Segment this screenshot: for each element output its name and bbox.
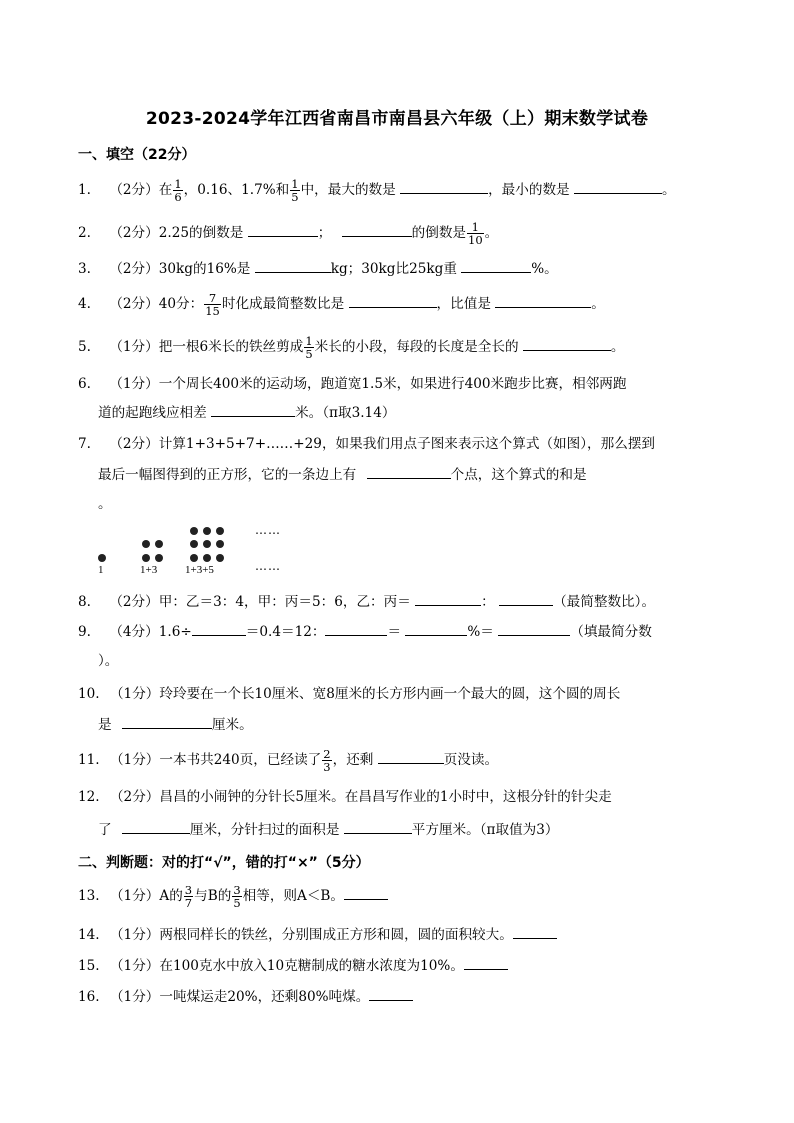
answer-blank[interactable] [342, 222, 412, 237]
answer-blank[interactable] [344, 885, 388, 900]
dot [203, 527, 211, 535]
ellipsis-bottom: …… [255, 559, 281, 573]
question-6: 6. （1分）一个周长400米的运动场，跑道宽1.5米，如果进行400米跑步比赛，相邻两跑 [78, 376, 627, 392]
caption-2: 1+3 [140, 564, 158, 576]
question-10-line-2: 是 厘米。 [98, 714, 253, 735]
question-5: 5. （1分）把一根6米长的铁丝剪成 $\frac{1}{5}$ 米长的小段，每段的长度是全长的 。 [78, 334, 625, 361]
dot [190, 527, 198, 535]
answer-blank[interactable] [378, 749, 444, 764]
answer-blank[interactable] [499, 591, 553, 606]
section-heading-fill-blank: 一、填空（22分） [78, 147, 196, 163]
answer-blank[interactable] [461, 258, 531, 273]
fraction: $\frac{3}{5}$ [233, 883, 241, 910]
answer-blank[interactable] [574, 179, 662, 194]
question-10: 10. （1分）玲玲要在一个长10厘米、宽8厘米的长方形内画一个最大的圆，这个圆的周长 [78, 686, 621, 702]
dot [142, 540, 150, 548]
question-2: 2. （2分）2.25的倒数是 ； 的倒数是 $\frac{1}{10}$ 。 [78, 220, 499, 247]
dot [142, 554, 150, 562]
caption-3: 1+3+5 [185, 564, 214, 576]
answer-blank[interactable] [405, 621, 467, 636]
question-16: 16. （1分）一吨煤运走20%，还剩80%吨煤。 [78, 986, 723, 1007]
answer-blank[interactable] [122, 714, 212, 729]
question-15: 15. （1分）在100克水中放入10克糖制成的糖水浓度为10%。 [78, 955, 723, 976]
dot [155, 554, 163, 562]
dot [216, 540, 224, 548]
question-8: 8. （2分）甲：乙＝3：4，甲：丙＝5：6，乙：丙＝ ： （最简整数比）。 [78, 591, 723, 612]
question-4: 4. （2分）40分： $\frac{7}{15}$ 时化成最简整数比是 ，比值是 。 [78, 291, 605, 318]
answer-blank[interactable] [464, 955, 508, 970]
fraction: $\frac{3}{7}$ [184, 883, 193, 910]
question-6-line-2: 道的起跑线应相差 米。（π取3.14） [98, 402, 395, 423]
question-12: 12. （2分）昌昌的小闹钟的分针长5厘米。在昌昌写作业的1小时中，这根分针的针尖走 [78, 789, 612, 805]
dot [190, 540, 198, 548]
question-7-line-3: 。 [98, 496, 112, 512]
question-9: 9. （4分）1.6÷ ＝0.4＝12： ＝ %＝ （填最简分数 [78, 621, 723, 642]
answer-blank[interactable] [513, 924, 557, 939]
fraction: $\frac{2}{3}$ [323, 747, 331, 774]
answer-blank[interactable] [400, 179, 488, 194]
answer-blank[interactable] [192, 621, 246, 636]
fraction: $\frac{1}{10}$ [468, 220, 483, 247]
question-11: 11. （1分）一本书共240页，已经读了 $\frac{2}{3}$ ，还剩 页没读。 [78, 747, 499, 774]
question-3: 3. （2分）30kg的16%是 kg；30kg比25kg重 %。 [78, 258, 723, 279]
question-9-line-2: ）。 [98, 653, 119, 669]
fraction: $\frac{1}{5}$ [291, 177, 299, 204]
dot [190, 554, 198, 562]
dot [155, 540, 163, 548]
question-7-line-2: 最后一幅图得到的正方形，它的一条边上有 个点，这个算式的和是 [98, 464, 587, 485]
answer-blank[interactable] [248, 222, 318, 237]
question-14: 14. （1分）两根同样长的铁丝，分别围成正方形和圆，圆的面积较大。 [78, 924, 723, 945]
caption-1: 1 [98, 564, 104, 576]
page-title: 2023-2024学年江西省南昌市南昌县六年级（上）期末数学试卷 [145, 109, 649, 129]
answer-blank[interactable] [122, 819, 190, 834]
question-7: 7. （2分）计算1+3+5+7+……+29，如果我们用点子图来表示这个算式（如图），那么摆到 [78, 436, 656, 452]
answer-blank[interactable] [523, 336, 611, 351]
fraction: $\frac{1}{5}$ [305, 334, 313, 361]
fraction: $\frac{1}{6}$ [174, 177, 182, 204]
answer-blank[interactable] [495, 293, 591, 308]
dot [216, 554, 224, 562]
answer-blank[interactable] [344, 819, 412, 834]
question-13: 13. （1分）A的 $\frac{3}{7}$ 与B的 $\frac{3}{5}$ 相等，则A＜B。 [78, 884, 723, 909]
answer-blank[interactable] [369, 986, 413, 1001]
fraction: $\frac{7}{15}$ [205, 291, 220, 318]
dot [203, 540, 211, 548]
answer-blank[interactable] [367, 464, 451, 479]
dot [98, 554, 106, 562]
dot [203, 554, 211, 562]
question-1: 1. （2分）在 $\frac{1}{6}$ ，0.16、1.7%和 $\frac{1}{5}$ 中，最大的数是 ，最小的数是 。 [78, 177, 676, 204]
ellipsis-top: …… [255, 523, 281, 537]
answer-blank[interactable] [349, 293, 437, 308]
question-12-line-2: 了 厘米，分针扫过的面积是 平方厘米。（π取值为3） [98, 819, 559, 840]
question-number: 1. [78, 182, 91, 198]
answer-blank[interactable] [325, 621, 387, 636]
section-heading-true-false: 二、判断题：对的打“√”，错的打“×”（5分） [78, 855, 370, 871]
answer-blank[interactable] [415, 591, 481, 606]
answer-blank[interactable] [255, 258, 331, 273]
dot [216, 527, 224, 535]
answer-blank[interactable] [498, 621, 570, 636]
dot-pattern-figure [92, 521, 288, 579]
answer-blank[interactable] [211, 402, 295, 417]
